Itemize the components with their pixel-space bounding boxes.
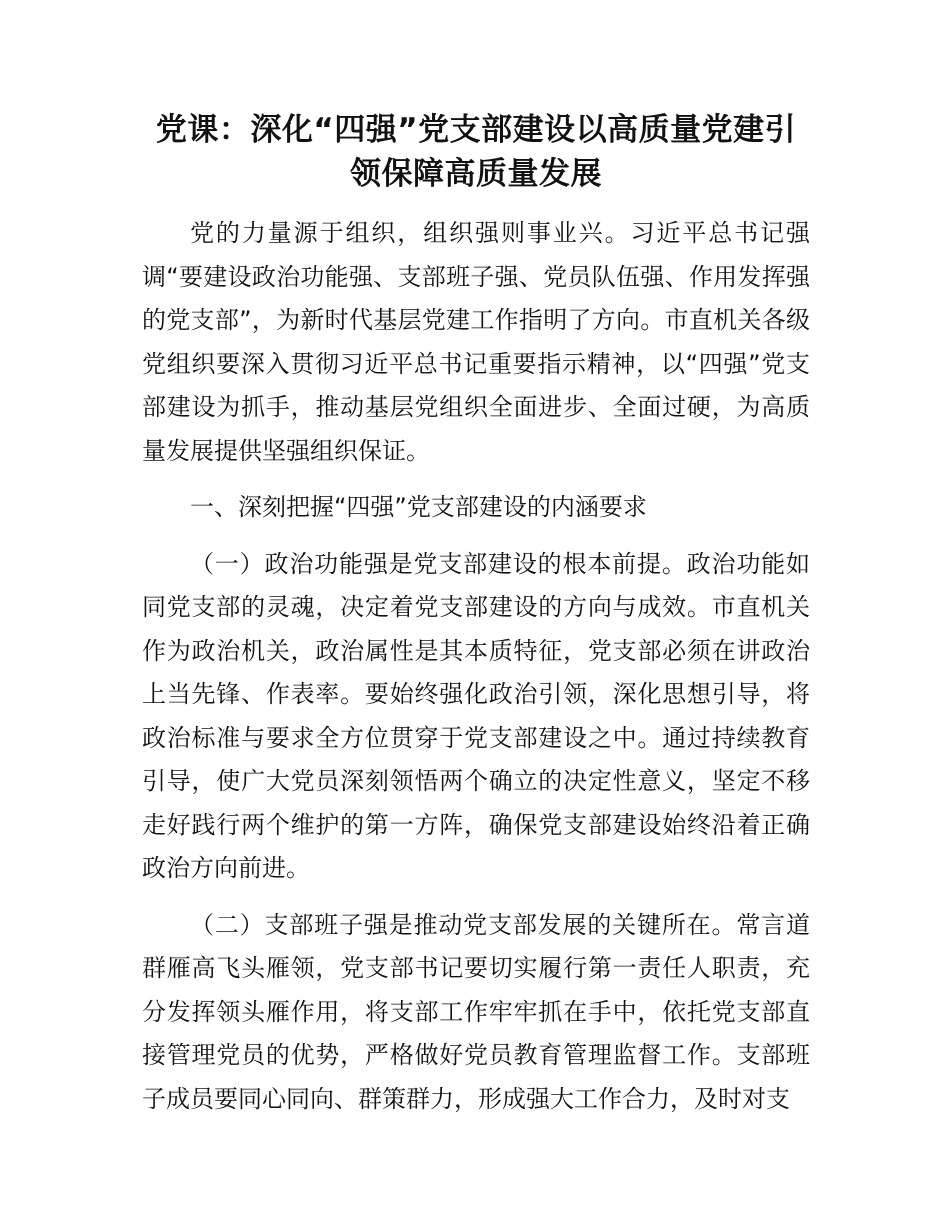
section-heading-1: 一、深刻把握“四强”党支部建设的内涵要求 (190, 493, 647, 521)
subsection-1-paragraph: （一）政治功能强是党支部建设的根本前提。政治功能如同党支部的灵魂，决定着党支部建设的方向与成效。市直机关作为政治机关，政治属性是其本质特征，党支部必须在讲政治上当先锋、作表率。要始终强化政治引领，深化思想引导，将政治标准与要求全方位贯穿于党支部建设之中。通过持续教育引导，使广大党员深刻领悟两个确立的决定性意义，坚定不移走好践行两个维护的第一方阵，确保党支部建设始终沿着正确政治方向前进。 (142, 549, 810, 882)
document-page (142, 108, 810, 1121)
title-line-1: 党课：深化“四强”党支部建设以高质量党建引 (155, 112, 797, 148)
subsection-2-paragraph: （二）支部班子强是推动党支部发展的关键所在。常言道群雁高飞头雁领，党支部书记要切实履行第一责任人职责，充分发挥领头雁作用，将支部工作牢牢抓在手中，依托党支部直接管理党员的优势，严格做好党员教育管理监督工作。支部班子成员要同心同向、群策群力，形成强大工作合力，及时对支 (142, 910, 810, 1113)
intro-paragraph: 党的力量源于组织，组织强则事业兴。习近平总书记强调“要建设政治功能强、支部班子强、党员队伍强、作用发挥强的党支部”，为新时代基层党建工作指明了方向。市直机关各级党组织要深入贯彻习近平总书记重要指示精神，以“四强”党支部建设为抓手，推动基层党组织全面进步、全面过硬，为高质量发展提供坚强组织保证。 (142, 219, 810, 465)
document-title (142, 108, 810, 196)
title-line-2: 领保障高质量发展 (350, 156, 602, 192)
